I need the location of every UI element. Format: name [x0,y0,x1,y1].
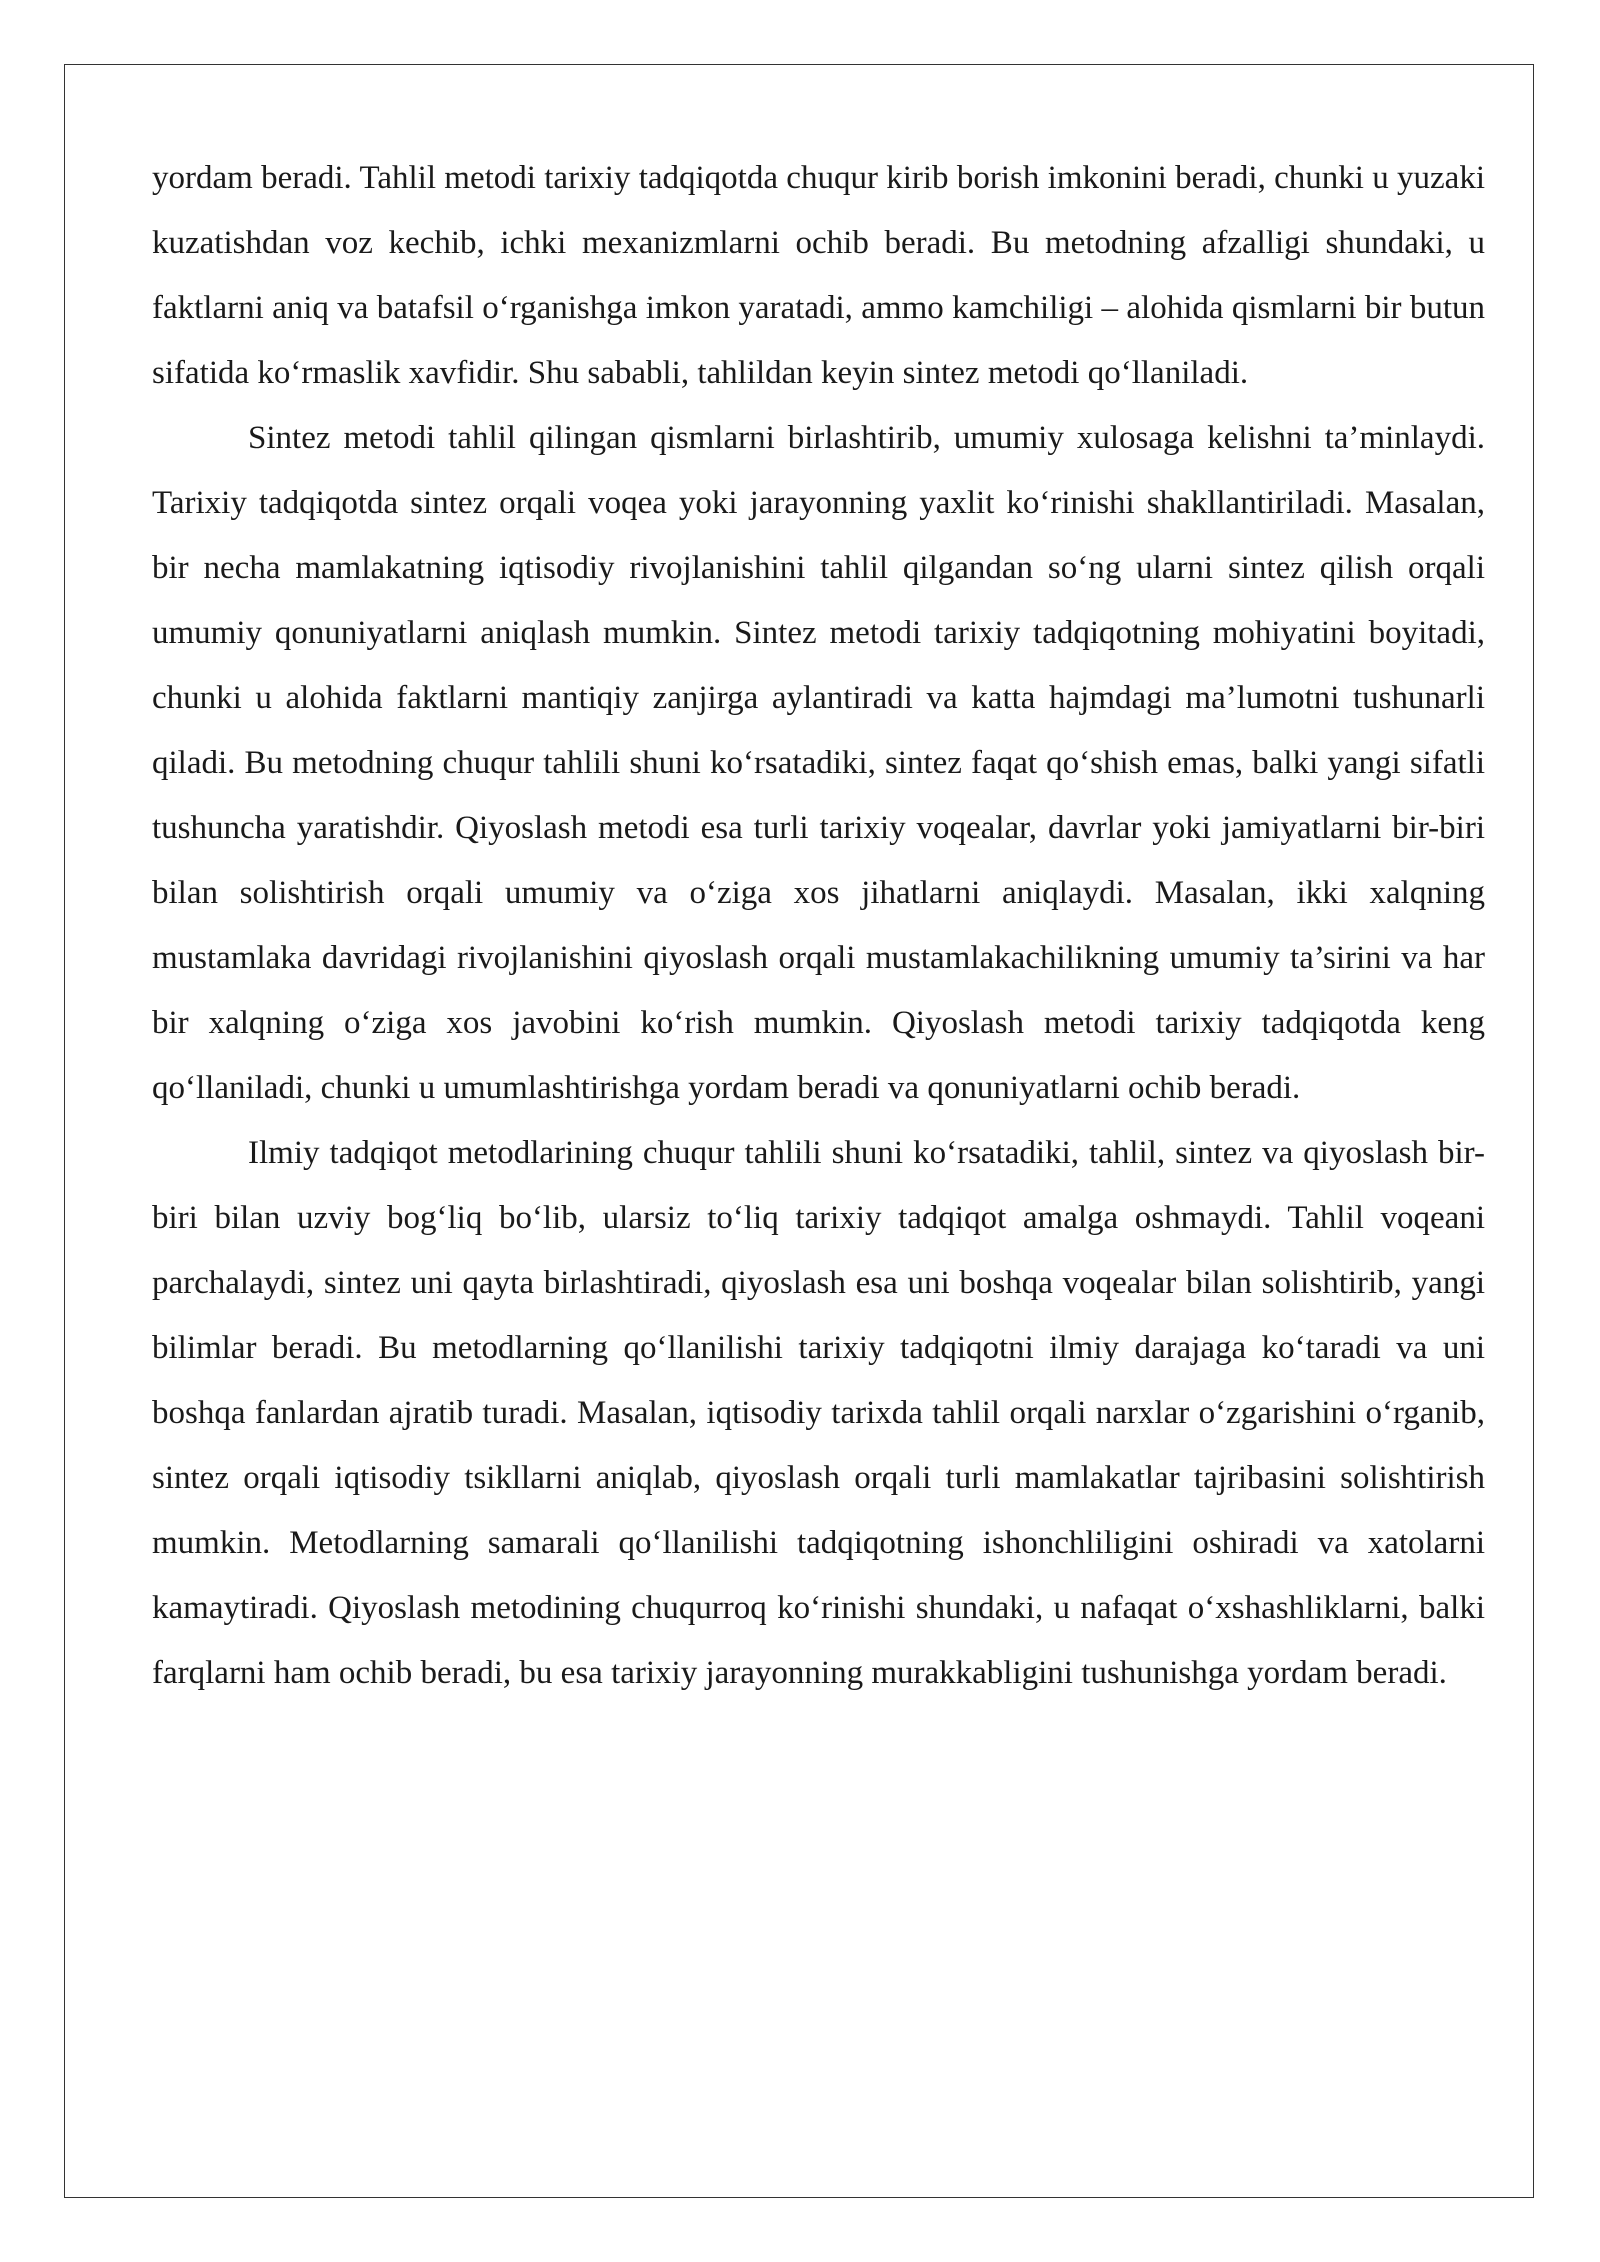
document-body [152,146,1485,1706]
paragraph-3: Ilmiy tadqiqot metodlarining chuqur tahlili shuni ko‘rsatadiki, tahlil, sintez va qiyoslash bir-biri bilan uzviy bog‘liq bo‘lib, ularsiz to‘liq tarixiy tadqiqot amalga oshmaydi. Tahlil voqeani parchalaydi, sintez uni qayta birlashtiradi, qiyoslash esa uni boshqa voqealar bilan solishtirib, yangi bilimlar beradi. Bu metodlarning qo‘llanilishi tarixiy tadqiqotni ilmiy darajaga ko‘taradi va uni boshqa fanlardan ajratib turadi. Masalan, iqtisodiy tarixda tahlil orqali narxlar o‘zgarishini o‘rganib, sintez orqali iqtisodiy tsikllarni aniqlab, qiyoslash orqali turli mamlakatlar tajribasini solishtirish mumkin. Metodlarning samarali qo‘llanilishi tadqiqotning ishonchliligini oshiradi va xatolarni kamaytiradi. Qiyoslash metodining chuqurroq ko‘rinishi shundaki, u nafaqat o‘xshashliklarni, balki farqlarni ham ochib beradi, bu esa tarixiy jarayonning murakkabligini tushunishga yordam beradi. [152,1135,1485,1691]
paragraph-1: yordam beradi. Tahlil metodi tarixiy tadqiqotda chuqur kirib borish imkonini beradi, chunki u yuzaki kuzatishdan voz kechib, ichki mexanizmlarni ochib beradi. Bu metodning afzalligi shundaki, u faktlarni aniq va batafsil o‘rganishga imkon yaratadi, ammo kamchiligi – alohida qismlarni bir butun sifatida ko‘rmaslik xavfidir. Shu sababli, tahlildan keyin sintez metodi qo‘llaniladi. [152,160,1485,391]
paragraph-2: Sintez metodi tahlil qilingan qismlarni birlashtirib, umumiy xulosaga kelishni ta’minlaydi. Tarixiy tadqiqotda sintez orqali voqea yoki jarayonning yaxlit ko‘rinishi shakllantiriladi. Masalan, bir necha mamlakatning iqtisodiy rivojlanishini tahlil qilgandan so‘ng ularni sintez qilish orqali umumiy qonuniyatlarni aniqlash mumkin. Sintez metodi tarixiy tadqiqotning mohiyatini boyitadi, chunki u alohida faktlarni mantiqiy zanjirga aylantiradi va katta hajmdagi ma’lumotni tushunarli qiladi. Bu metodning chuqur tahlili shuni ko‘rsatadiki, sintez faqat qo‘shish emas, balki yangi sifatli tushuncha yaratishdir. Qiyoslash metodi esa turli tarixiy voqealar, davrlar yoki jamiyatlarni bir-biri bilan solishtirish orqali umumiy va o‘ziga xos jihatlarni aniqlaydi. Masalan, ikki xalqning mustamlaka davridagi rivojlanishini qiyoslash orqali mustamlakachilikning umumiy ta’sirini va har bir xalqning o‘ziga xos javobini ko‘rish mumkin. Qiyoslash metodi tarixiy tadqiqotda keng qo‘llaniladi, chunki u umumlashtirishga yordam beradi va qonuniyatlarni ochib beradi. [152,420,1485,1106]
